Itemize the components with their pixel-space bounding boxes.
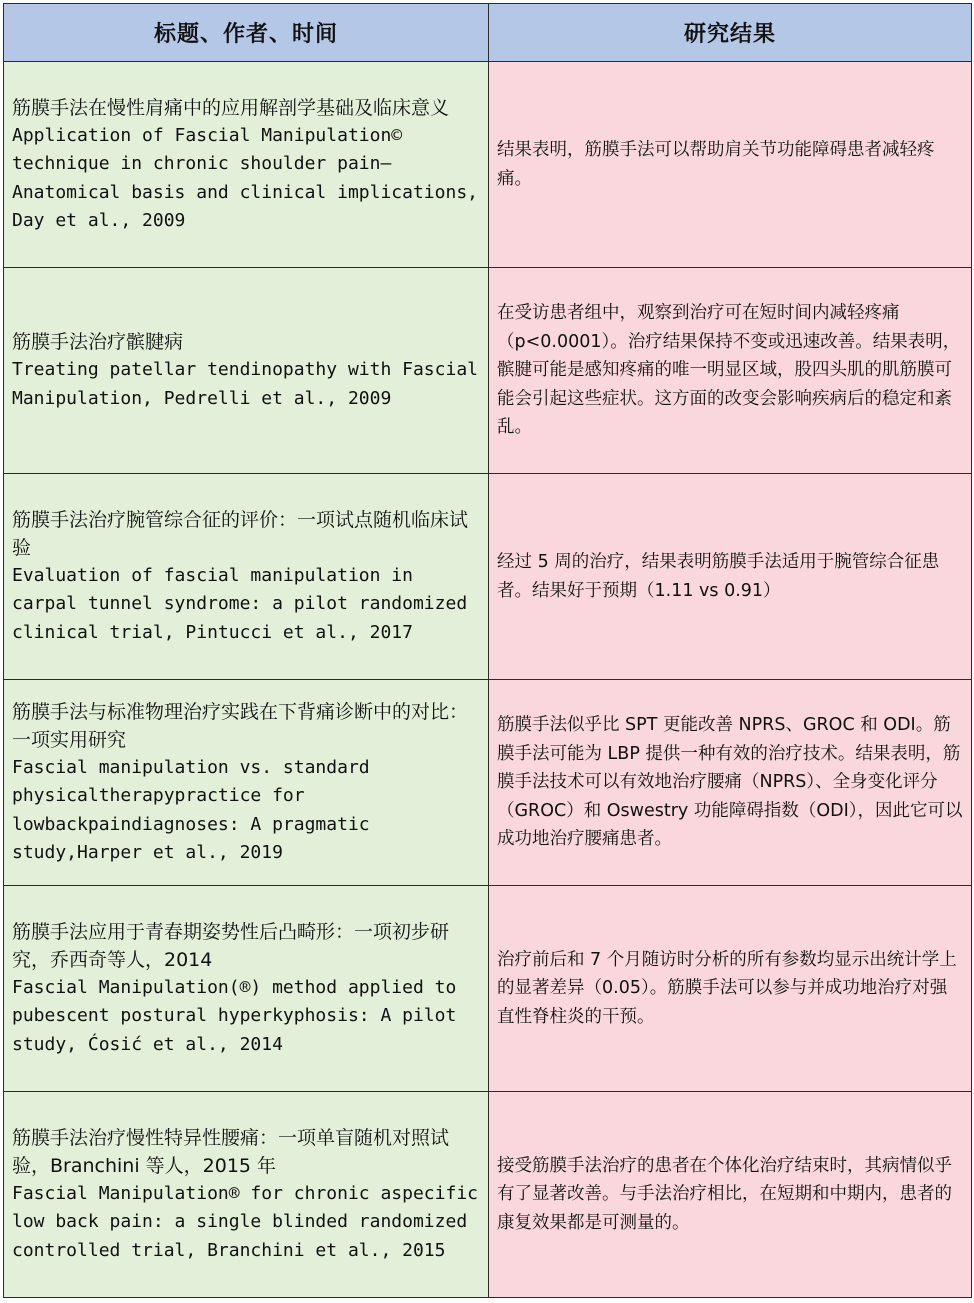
study-cell (4, 1092, 489, 1298)
study-result: 治疗前后和 7 个月随访时分析的所有参数均显示出统计学上的显著差异（0.05）。筋膜手法可以参与并成功地治疗对强直性脊柱炎的干预。 (497, 949, 957, 1027)
table-row (4, 474, 972, 680)
study-cn-title: 筋膜手法与标准物理治疗实践在下背痛诊断中的对比：一项实用研究 (12, 700, 469, 751)
study-en-title: Evaluation of fascial manipulation in carpal tunnel syndrome: a pilot randomized clinical trial, Pintucci et al., 2017 (12, 564, 478, 643)
result-cell (489, 268, 972, 474)
study-cn-title: 筋膜手法治疗髌腱病 (12, 331, 184, 353)
result-cell (489, 680, 972, 886)
study-cn-title: 筋膜手法应用于青春期姿势性后凸畸形：一项初步研究，乔西奇等人，2014 (12, 920, 450, 971)
study-cn-title: 筋膜手法在慢性肩痛中的应用解剖学基础及临床意义 (12, 96, 450, 119)
study-cell (4, 680, 489, 886)
study-en-title: Application of Fascial Manipulation© technique in chronic shoulder pain—Anatomical basis and clinical implications, Day et al., 2009 (12, 124, 489, 231)
study-cn-title: 筋膜手法治疗慢性特异性腰痛：一项单盲随机对照试验，Branchini 等人，2015 年 (12, 1126, 450, 1177)
study-result: 经过 5 周的治疗，结果表明筋膜手法适用于腕管综合征患者。结果好于预期（1.11 vs 0.91） (497, 552, 940, 601)
table-row (4, 680, 972, 886)
header-row (4, 4, 972, 62)
header-results: 研究结果 (489, 4, 972, 62)
table-row (4, 1092, 972, 1298)
study-en-title: Fascial Manipulation(®) method applied to pubescent postural hyperkyphosis: A pilot study, Ćosić et al., 2014 (12, 976, 468, 1055)
table-row (4, 62, 972, 268)
result-cell (489, 474, 972, 680)
study-cell (4, 62, 489, 268)
study-cell (4, 268, 489, 474)
study-en-title: Fascial Manipulation® for chronic aspecific low back pain: a single blinded randomized controlled trial, Branchini et al., 2015 (12, 1182, 489, 1261)
study-cell (4, 474, 489, 680)
study-result: 筋膜手法似乎比 SPT 更能改善 NPRS、GROC 和 ODI。筋膜手法可能为 LBP 提供一种有效的治疗技术。结果表明，筋膜手法技术可以有效地治疗腰痛（NPRS）、全身变化评分（GROC）和 Oswestry 功能障碍指数（ODI），因此它可以成功地治疗腰痛患者。 (497, 715, 963, 850)
study-en-title: Fascial manipulation vs. standard physicaltherapypractice for lowbackpaindiagnoses: A pragmatic study,Harper et al., 2019 (12, 756, 381, 863)
result-cell (489, 62, 972, 268)
study-en-title: Treating patellar tendinopathy with Fascial Manipulation, Pedrelli et al., 2009 (12, 359, 489, 409)
header-title-author-date: 标题、作者、时间 (4, 4, 489, 62)
study-result: 接受筋膜手法治疗的患者在个体化治疗结束时，其病情似乎有了显著改善。与手法治疗相比，在短期和中期内，患者的康复效果都是可测量的。 (497, 1155, 952, 1233)
table-row (4, 268, 972, 474)
result-cell (489, 1092, 972, 1298)
study-result: 结果表明，筋膜手法可以帮助肩关节功能障碍患者减轻疼痛。 (497, 140, 935, 189)
table-row (4, 886, 972, 1092)
study-result: 在受访患者组中，观察到治疗可在短时间内减轻疼痛（p<0.0001）。治疗结果保持不变或迅速改善。结果表明，髌腱可能是感知疼痛的唯一明显区域，股四头肌的肌筋膜可能会引起这些症状。这方面的改变会影响疾病后的稳定和紊乱。 (497, 303, 961, 438)
research-table (3, 3, 972, 1298)
study-cell (4, 886, 489, 1092)
study-cn-title: 筋膜手法治疗腕管综合征的评价：一项试点随机临床试验 (12, 508, 469, 559)
result-cell (489, 886, 972, 1092)
